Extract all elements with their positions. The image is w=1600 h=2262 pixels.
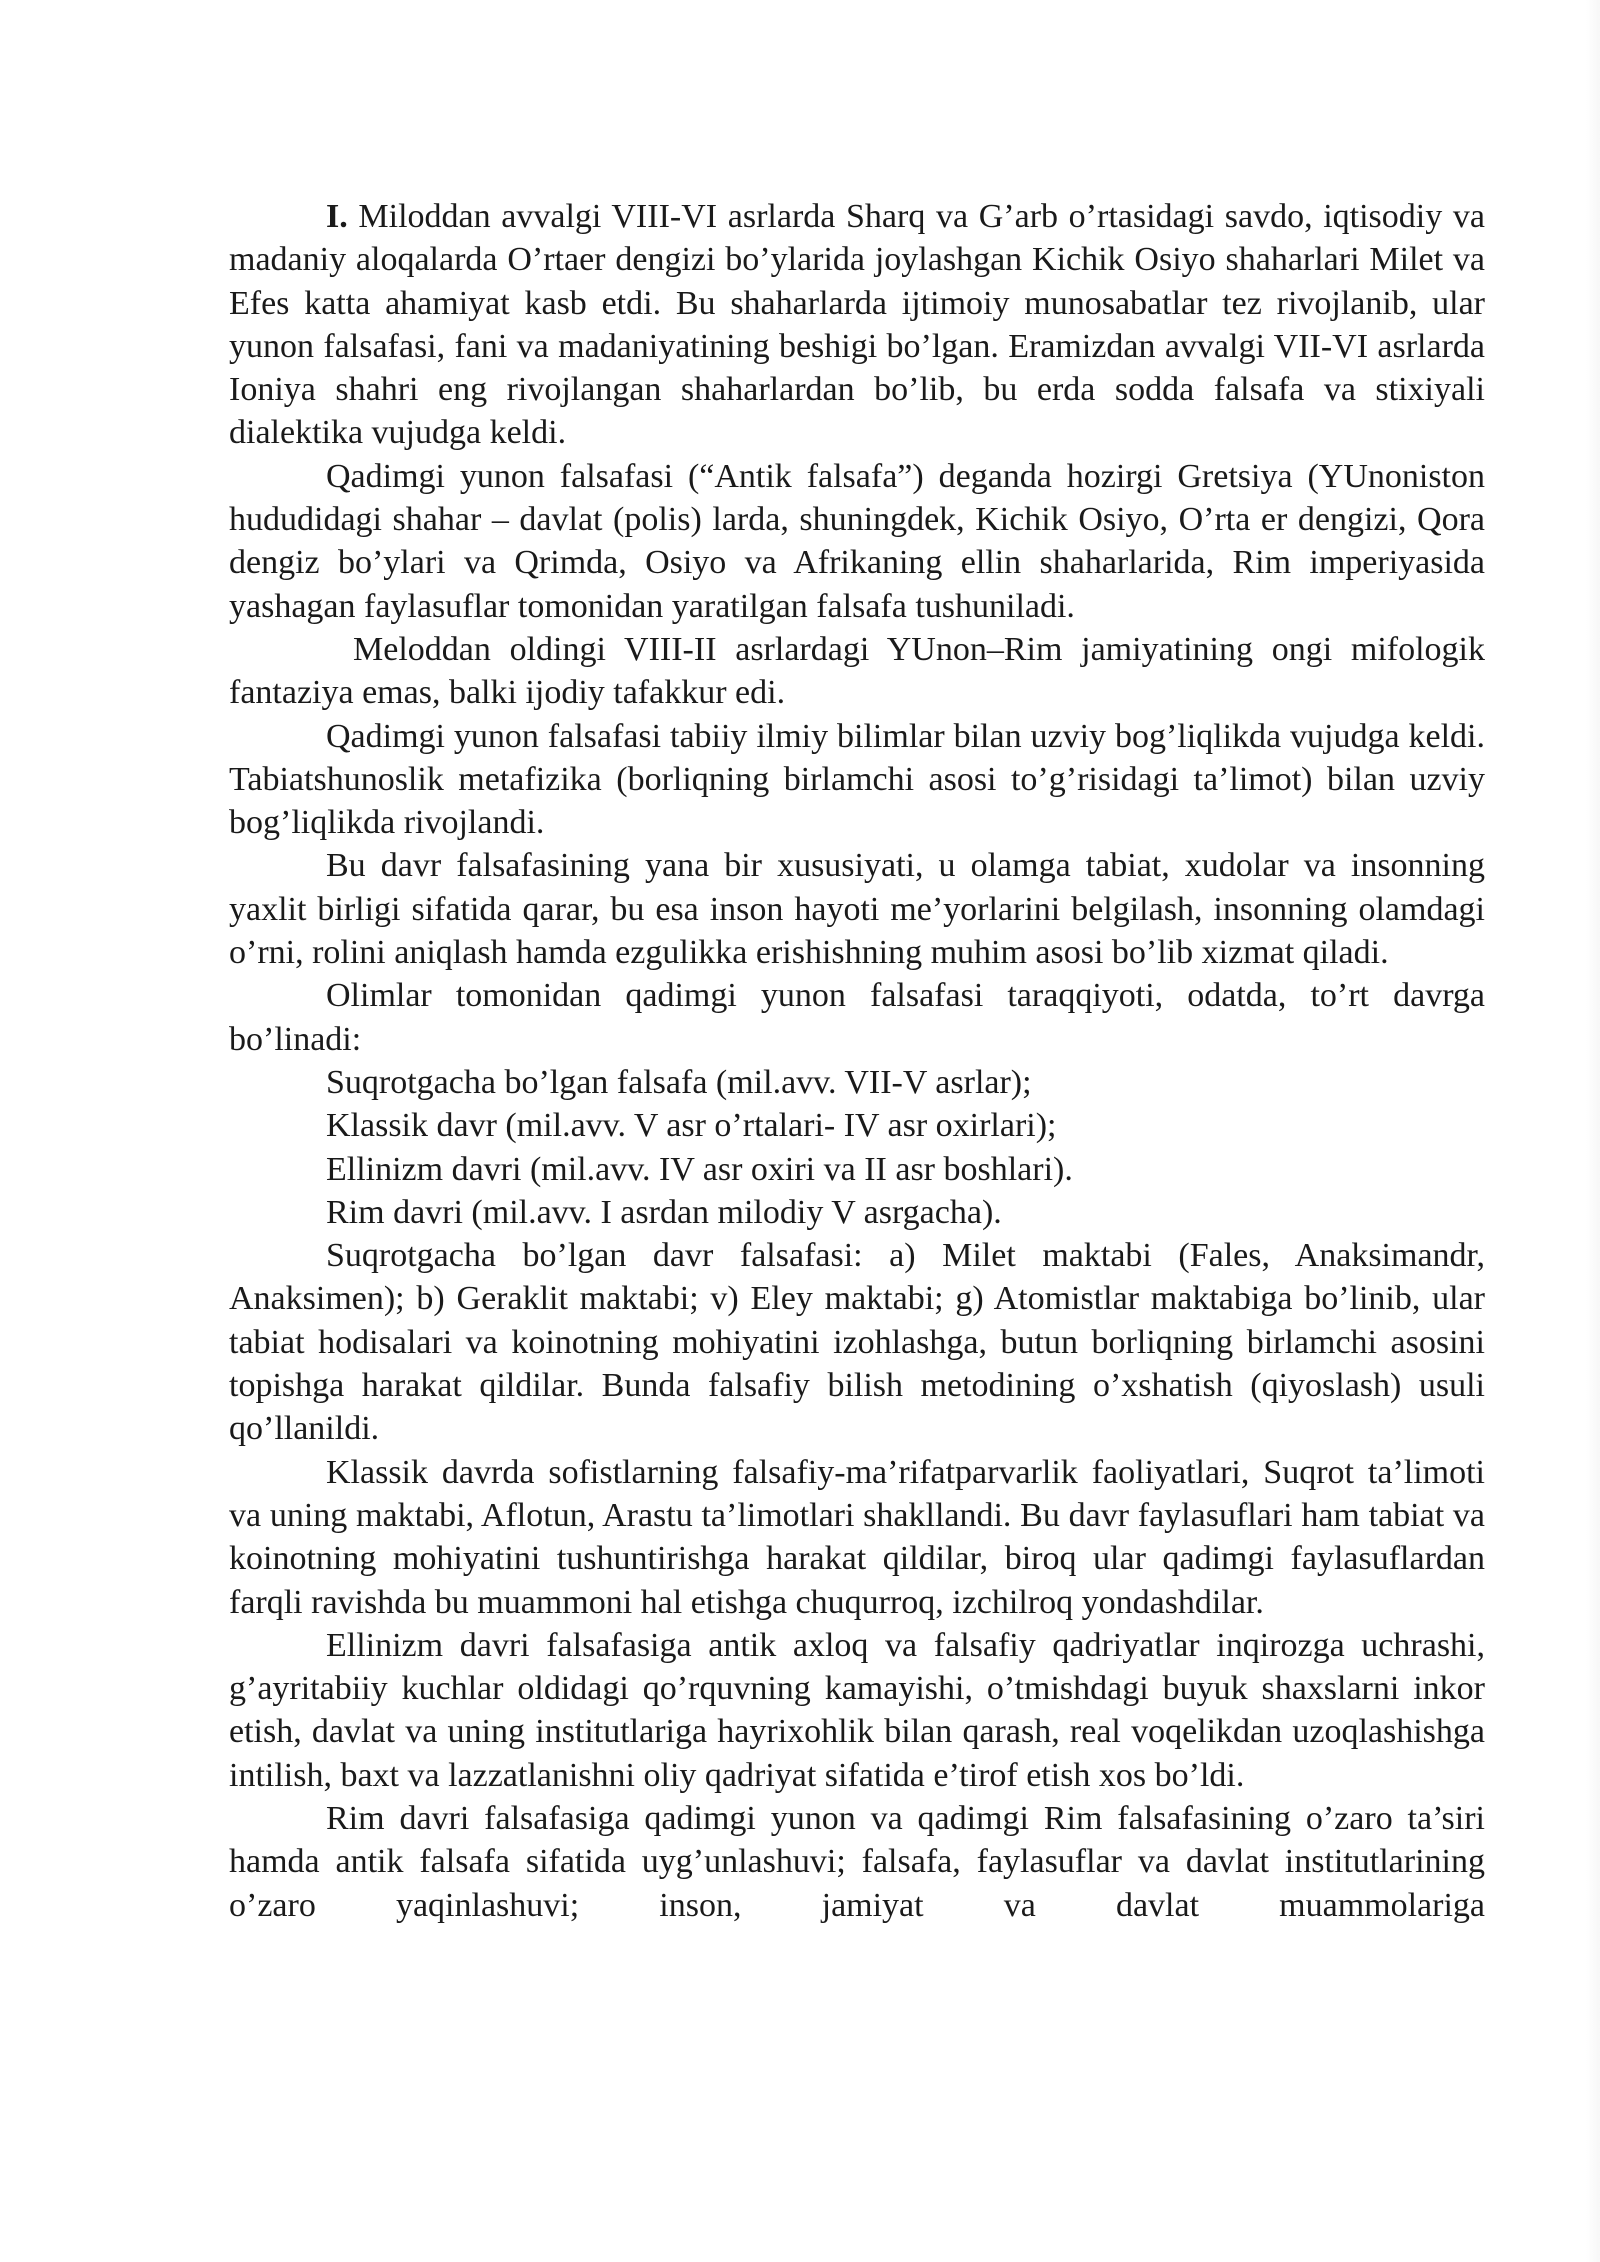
paragraph-7: Suqrotgacha bo’lgan davr falsafasi: a) Milet maktabi (Fales, Anaksimandr, Anaksimen); b) Geraklit maktabi; v) Eley maktabi; g) Atomistlar maktabiga bo’linib, ular tabiat hodisalari va koinotning mohiyatini izohlashga, butun borliqning birlamchi asosini topishga harakat qildilar. Bunda falsafiy bilish metodining o’xshatish (qiyoslash) usuli qo’llanildi. xyxy=(229,1237,1485,1448)
paragraph-3: Meloddan oldingi VIII-II asrlardagi YUnon–Rim jamiyatining ongi mifologik fantaziya emas, balki ijodiy tafakkur edi. xyxy=(229,630,1485,712)
list-item: Klassik davr (mil.avv. V asr o’rtalari- IV asr oxirlari); xyxy=(326,1107,1057,1145)
paragraph-5: Bu davr falsafasining yana bir xususiyati, u olamga tabiat, xudolar va insonning yaxlit birligi sifatida qarar, bu esa inson hayoti me’yorlarini belgilash, insonning olamdagi o’rni, rolini aniqlash hamda ezgulikka erishishning muhim asosi bo’lib xizmat qiladi. xyxy=(229,847,1485,972)
paragraph-text: Miloddan avvalgi VIII-VI asrlarda Sharq va G’arb o’rtasidagi savdo, iqtisodiy va madaniy aloqalarda O’rtaer dengizi bo’ylarida joylashgan Kichik Osiyo shaharlari Milet va Efes katta ahamiyat kasb etdi. Bu shaharlarda ijtimoiy munosabatlar tez rivojlanib, ular yunon falsafasi, fani va madaniyatining beshigi bo’lgan. Eramizdan avvalgi VII-VI asrlarda Ioniya shahri eng rivojlangan shaharlardan bo’lib, bu erda sodda falsafa va stixiyali dialektika vujudga keldi. xyxy=(229,198,1485,452)
list-item: Suqrotgacha bo’lgan falsafa (mil.avv. VII-V asrlar); xyxy=(326,1063,1032,1101)
paragraph-9: Ellinizm davri falsafasiga antik axloq va falsafiy qadriyatlar inqirozga uchrashi, g’ayritabiiy kuchlar oldidagi qo’rquvning kamayishi, o’tmishdagi buyuk shaxslarni inkor etish, davlat va uning institutlariga hayrixohlik bilan qarash, real voqelikdan uzoqlashishga intilish, baxt va lazzatlanishni oliy qadriyat sifatida e’tirof etish xos bo’ldi. xyxy=(229,1626,1485,1794)
paragraph-6: Olimlar tomonidan qadimgi yunon falsafasi taraqqiyoti, odatda, to’rt davrga bo’linadi: xyxy=(229,977,1485,1058)
paragraph-4: Qadimgi yunon falsafasi tabiiy ilmiy bilimlar bilan uzviy bog’liqlikda vujudga keldi. Tabiatshunoslik metafizika (borliqning birlamchi asosi to’g’risidagi ta’limot) bilan uzviy bog’liqlikda rivojlandi. xyxy=(229,717,1485,842)
paragraph-8: Klassik davrda sofistlarning falsafiy-ma’rifatparvarlik faoliyatlari, Suqrot ta’limoti va uning maktabi, Aflotun, Arastu ta’limotlari shakllandi. Bu davr faylasuflari ham tabiat va koinotning mohiyatini tushuntirishga harakat qildilar, biroq ular qadimgi faylasuflardan farqli ravishda bu muammoni hal etishga chuqurroq, izchilroq yondashdilar. xyxy=(229,1453,1485,1621)
document-body xyxy=(229,195,1485,1927)
list-item: Rim davri (mil.avv. I asrdan milodiy V asrgacha). xyxy=(326,1193,1002,1231)
list-item: Ellinizm davri (mil.avv. IV asr oxiri va II asr boshlari). xyxy=(326,1150,1073,1188)
page-edge-shade xyxy=(1586,0,1600,2262)
section-number: I. xyxy=(326,198,348,235)
paragraph-2: Qadimgi yunon falsafasi (“Antik falsafa”) deganda hozirgi Gretsiya (YUnoniston hududidagi shahar – davlat (polis) larda, shuningdek, Kichik Osiyo, O’rta er dengizi, Qora dengiz bo’ylari va Qrimda, Osiyo va Afrikaning ellin shaharlarida, Rim imperiyasida yashagan faylasuflar tomonidan yaratilgan falsafa tushuniladi. xyxy=(229,457,1485,625)
paragraph-1 xyxy=(229,195,1485,455)
paragraph-10: Rim davri falsafasiga qadimgi yunon va qadimgi Rim falsafasining o’zaro ta’siri hamda antik falsafa sifatida uyg’unlashuvi; falsafa, faylasuflar va davlat institutlarining o’zaro yaqinlashuvi; inson, jamiyat va davlat muammolariga xyxy=(229,1799,1485,1924)
